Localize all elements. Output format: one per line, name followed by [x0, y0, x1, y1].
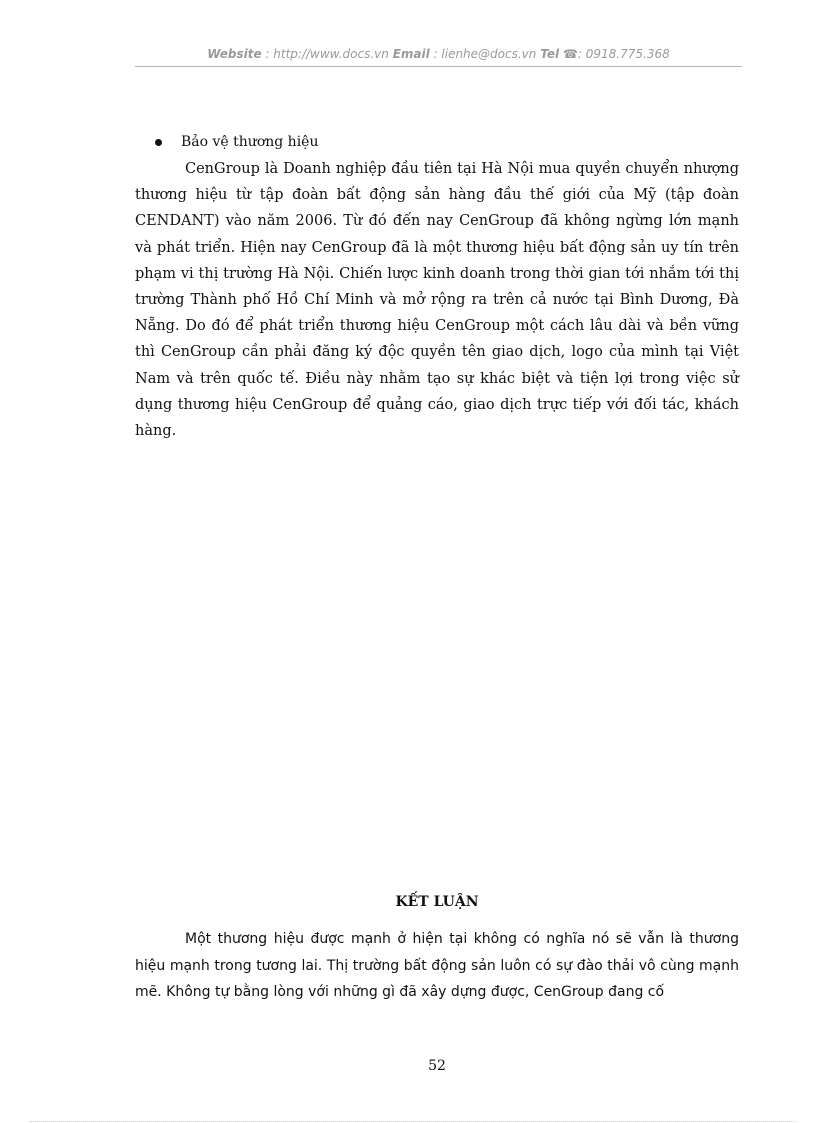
- tel-label: Tel: [540, 47, 560, 61]
- bullet-item: [155, 134, 318, 150]
- email-label: Email: [392, 47, 430, 61]
- tel-value: : 0918.775.368: [577, 47, 670, 61]
- header-divider: [135, 66, 742, 67]
- email-value: : lienhe@docs.vn: [433, 47, 537, 61]
- section-heading: KẾT LUẬN: [395, 894, 479, 910]
- bullet-icon: [155, 139, 162, 146]
- phone-icon: ☎: [562, 47, 578, 61]
- page-bottom-divider: [30, 1121, 796, 1122]
- bullet-text: Bảo vệ thương hiệu: [181, 134, 319, 150]
- conclusion-paragraph: Một thương hiệu được mạnh ở hiện tại không có nghĩa nó sẽ vẫn là thương hiệu mạnh trong tương lai. Thị trường bất động sản luôn có sự đào thải vô cùng mạnh mẽ. Không tự bằng lòng với những gì đã xây dựng được, CenGroup đang cố: [135, 931, 739, 1000]
- page-header: [135, 47, 742, 65]
- website-label: Website: [207, 47, 262, 61]
- website-value: : http://www.docs.vn: [265, 47, 389, 61]
- body-paragraph: CenGroup là Doanh nghiệp đầu tiên tại Hà Nội mua quyền chuyển nhượng thương hiệu từ tập đoàn bất động sản hàng đầu thế giới của Mỹ (tập đoàn CENDANT) vào năm 2006. Từ đó đến nay CenGroup đã không ngừng lớn mạnh và phát triển. Hiện nay CenGroup đã là một thương hiệu bất động sản uy tín trên phạm vi thị trường Hà Nội. Chiến lược kinh doanh trong thời gian tới nhắm tới thị trường Thành phố Hồ Chí Minh và mở rộng ra trên cả nước tại Bình Dương, Đà Nẵng. Do đó để phát triển thương hiệu CenGroup một cách lâu dài và bền vững thì CenGroup cần phải đăng ký độc quyền tên giao dịch, logo của mình tại Việt Nam và trên quốc tế. Điều này nhằm tạo sự khác biệt và tiện lợi trong việc sử dụng thương hiệu CenGroup để quảng cáo, giao dịch trực tiếp với đối tác, khách hàng.: [135, 161, 739, 440]
- page-number: 52: [428, 1058, 446, 1074]
